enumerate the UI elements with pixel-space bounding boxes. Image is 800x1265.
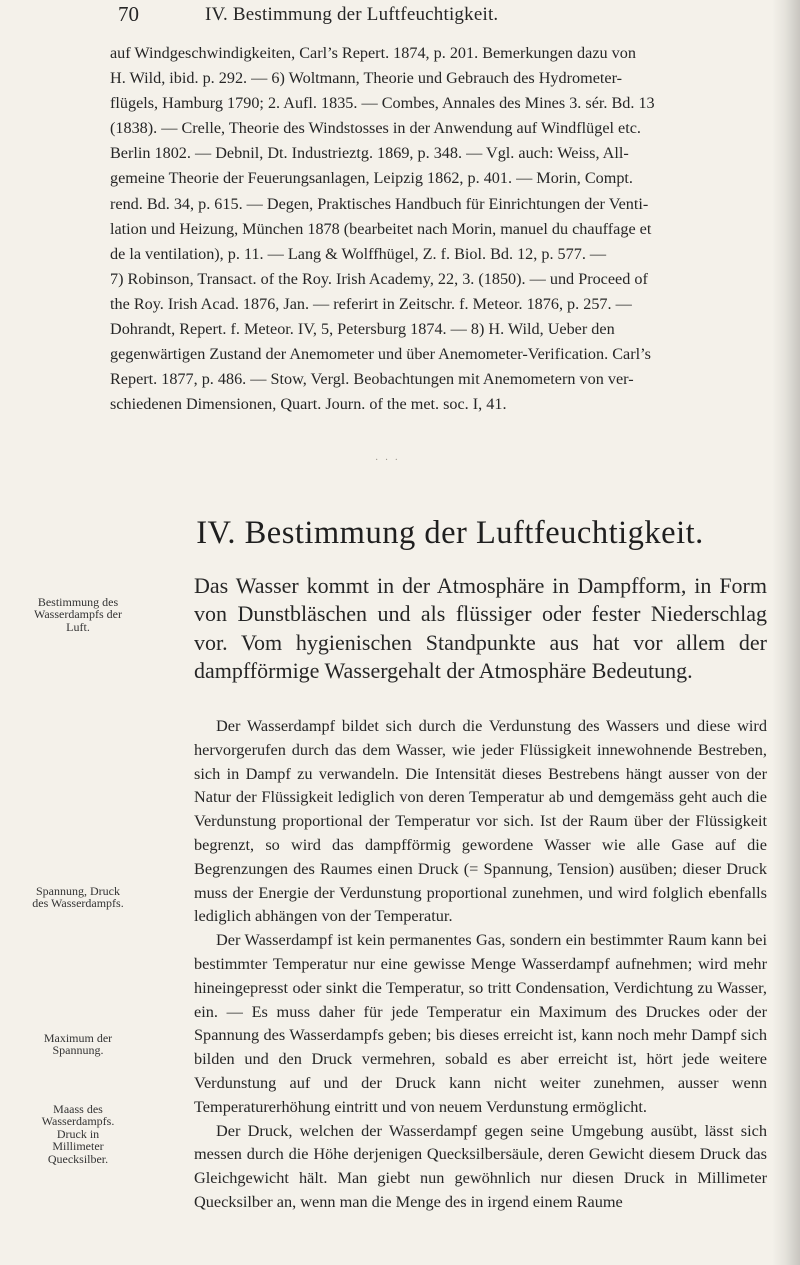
page-edge-shadow <box>772 0 800 1265</box>
reference-line: rend. Bd. 34, p. 615. — Degen, Praktisches Handbuch für Einrichtungen der Venti- <box>110 194 649 213</box>
divider-ornament: · · · <box>375 455 400 466</box>
body-text <box>194 714 767 1214</box>
reference-line: Repert. 1877, p. 486. — Stow, Vergl. Beobachtungen mit Anemometern von ver- <box>110 370 634 389</box>
reference-line: H. Wild, ibid. p. 292. — 6) Woltmann, Theorie und Gebrauch des Hydrometer- <box>110 69 623 88</box>
running-title: IV. Bestimmung der Luftfeuchtigkeit. <box>205 4 499 25</box>
margin-note-bestimmung: Bestimmung des Wasserdampfs der Luft. <box>33 595 122 634</box>
section-heading: IV. Bestimmung der Luftfeuchtigkeit. <box>196 515 704 551</box>
reference-line: the Roy. Irish Acad. 1876, Jan. — referirt in Zeitschr. f. Meteor. 1876, p. 257. — <box>110 294 632 313</box>
reference-line: flügels, Hamburg 1790; 2. Aufl. 1835. — Combes, Annales des Mines 3. sér. Bd. 13 <box>110 94 655 113</box>
paragraph: Der Wasserdampf bildet sich durch die Verdunstung des Wassers und diese wird hervorgerufen durch das dem Wasser, wie jeder Flüssigkeit innewohnende Bestreben, sich in Dampf zu verwandeln. Die Intensität dieses Bestrebens hängt ausser von der Natur der Flüssigkeit lediglich von deren Temperatur ab und demgemäss geht auch die Verdunstung proportional der Temperatur vor sich. Ist der Raum über der Flüssigkeit begrenzt, so wird das dampfförmig gewordene Wasser wie alle Gase auf die Begrenzungen des Raumes einen Druck (= Spannung, Tension) ausüben; dieser Druck muss der Energie der Verdunstung proportional zunehmen, und wird folglich ebenfalls lediglich abhängen von der Temperatur. <box>194 716 767 926</box>
reference-line: Berlin 1802. — Debnil, Dt. Industrieztg. 1869, p. 348. — Vgl. auch: Weiss, All- <box>110 144 629 163</box>
margin-note-spannung: Spannung, Druck des Wasserdampfs. <box>32 884 124 911</box>
lead-paragraph: Das Wasser kommt in der Atmosphäre in Dampfform, in Form von Dunstbläschen und als flüssiger oder fester Niederschlag vor. Vom hygienischen Standpunkte aus hat vor allem der dampfförmige Wassergehalt der Atmosphäre Bedeutung. <box>194 573 767 683</box>
reference-line: (1838). — Crelle, Theorie des Windstosses in der Anwendung auf Windflügel etc. <box>110 119 641 138</box>
margin-note-maass: Maass des Wasserdampfs. Druck in Millimeter Quecksilber. <box>41 1102 115 1166</box>
reference-line: lation und Heizung, München 1878 (bearbeitet nach Morin, manuel du chauffage et <box>110 219 652 238</box>
page-number: 70 <box>118 2 139 26</box>
reference-line: auf Windgeschwindigkeiten, Carl’s Repert. 1874, p. 201. Bemerkungen dazu von <box>110 44 636 62</box>
reference-line: Dohrandt, Repert. f. Meteor. IV, 5, Petersburg 1874. — 8) H. Wild, Ueber den <box>110 320 615 339</box>
reference-line: gemeine Theorie der Feuerungsanlagen, Leipzig 1862, p. 401. — Morin, Compt. <box>110 169 633 188</box>
margin-notes <box>0 0 190 1265</box>
paragraph: Der Wasserdampf ist kein permanentes Gas, sondern ein bestimmter Raum kann bei bestimmter Temperatur nur eine gewisse Menge Wasserdampf aufnehmen; wird mehr hineingepresst oder sinkt die Temperatur, so tritt Condensation, Verdichtung zu Wasser, ein. — Es muss daher für jede Temperatur ein Maximum des Druckes oder der Spannung des Wasserdampfs geben; bis dieses erreicht ist, kann noch mehr Dampf sich bilden und den Druck vermehren, sobald es aber erreicht ist, hört jede weitere Verdunstung auf und der Druck kann nicht weiter zunehmen, ausser wenn Temperaturerhöhung eintritt und von neuem Verdunstung ermöglicht. <box>194 930 767 1116</box>
reference-line: de la ventilation), p. 11. — Lang & Wolffhügel, Z. f. Biol. Bd. 12, p. 577. — <box>110 244 607 263</box>
paragraph: Der Druck, welchen der Wasserdampf gegen seine Umgebung ausübt, lässt sich messen durch die Höhe derjenigen Quecksilbersäule, deren Gewicht diesem Druck das Gleichgewicht hält. Man giebt nun gewöhnlich nur diesen Druck in Millimeter Quecksilber an, wenn man die Menge des in irgend einem Raume <box>194 1120 767 1211</box>
reference-line: 7) Robinson, Transact. of the Roy. Irish Academy, 22, 3. (1850). — und Proceed of <box>110 269 648 288</box>
margin-note-maximum: Maximum der Spannung. <box>43 1031 113 1058</box>
reference-line: schiedenen Dimensionen, Quart. Journ. of the met. soc. I, 41. <box>110 395 507 414</box>
reference-line: gegenwärtigen Zustand der Anemometer und über Anemometer-Verification. Carl’s <box>110 345 651 364</box>
reference-footnotes <box>110 41 767 417</box>
